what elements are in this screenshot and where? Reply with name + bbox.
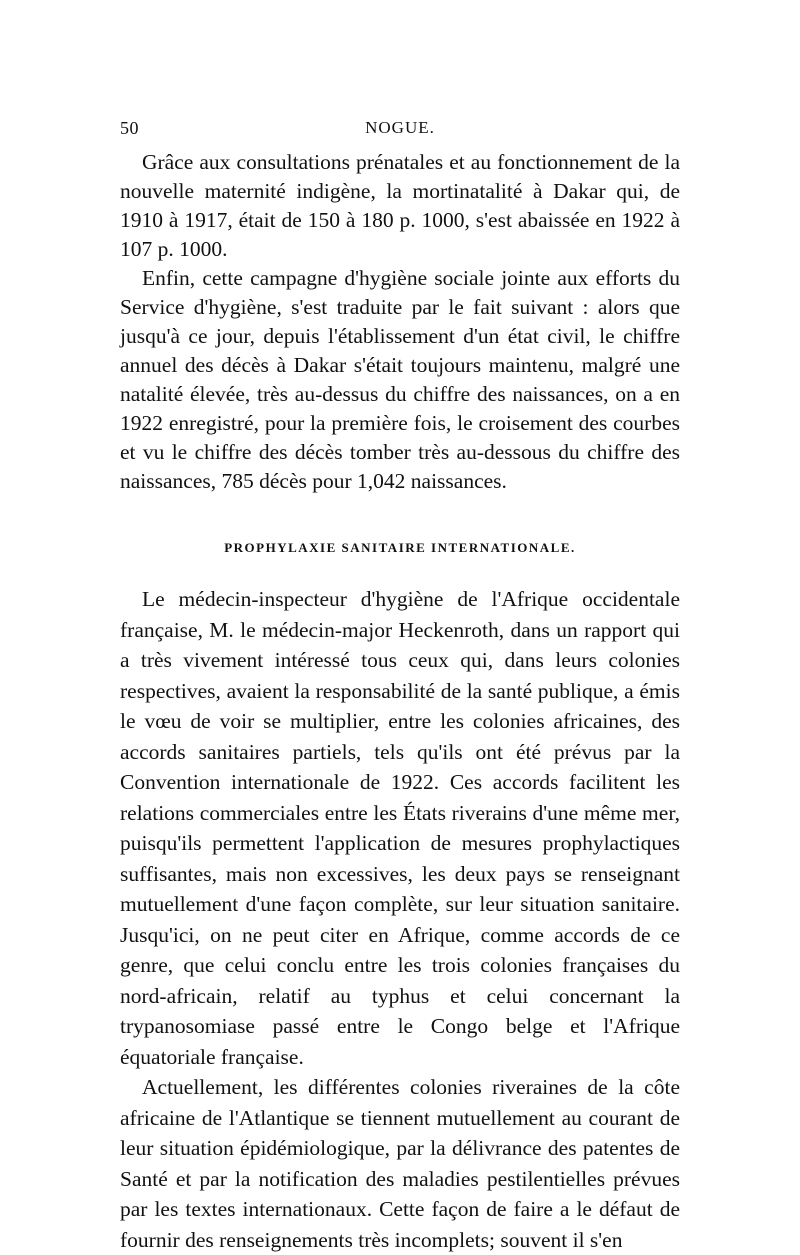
paragraph: Actuellement, les différentes colonies riveraines de la côte africaine de l'Atlantique se tiennent mutuellement au courant de leur situation épidémiologique, par la délivrance des patentes de Santé et par la notification des maladies pestilentielles prévues par les textes internationaux. Cette façon de faire a le défaut de fournir des renseignements très incomplets; souvent il s'en (120, 1075, 680, 1252)
paragraph: Le médecin-inspecteur d'hygiène de l'Afrique occidentale française, M. le médecin-major Heckenroth, dans un rapport qui a très vivement intéressé tous ceux qui, dans leurs colonies respectives, avaient la responsabilité de la santé publique, a émis le vœu de voir se multiplier, entre les colonies africaines, des accords sanitaires partiels, tels qu'ils ont été prévus par la Convention internationale de 1922. Ces accords facilitent les relations commerciales entre les États riverains d'une même mer, puisqu'ils permettent l'application de mesures prophylactiques suffisantes, mais non excessives, les deux pays se renseignant mutuellement d'une façon complète, sur leur situation sanitaire. Jusqu'ici, on ne peut citer en Afrique, comme accords de ce genre, que celui conclu entre les trois colonies françaises du nord-africain, relatif au typhus et celui concernant la trypanosomiase passé entre le Congo belge et l'Afrique équatoriale française. (120, 587, 680, 1069)
running-title: NOGUE. (365, 118, 435, 137)
book-page (120, 118, 680, 1255)
text-block-section (120, 584, 680, 1255)
paragraph: Grâce aux consultations prénatales et au fonctionnement de la nouvelle maternité indigène, la mortinatalité à Dakar qui, de 1910 à 1917, était de 150 à 180 p. 1000, s'est abaissée en 1922 à 107 p. 1000. (120, 150, 680, 261)
paragraph: Enfin, cette campagne d'hygiène sociale jointe aux efforts du Service d'hygiène, s'est traduite par le fait suivant : alors que jusqu'à ce jour, depuis l'établissement d'un état civil, le chiffre annuel des décès à Dakar s'était toujours maintenu, malgré une natalité élevée, très au-dessus du chiffre des naissances, on a en 1922 enregistré, pour la première fois, le croisement des courbes et vu le chiffre des décès tomber très au-dessous du chiffre des naissances, 785 décès pour 1,042 naissances. (120, 266, 680, 493)
section-heading: PROPHYLAXIE SANITAIRE INTERNATIONALE. (224, 540, 576, 555)
running-head (120, 118, 680, 148)
text-block-top (120, 148, 680, 496)
page-number: 50 (120, 118, 139, 138)
